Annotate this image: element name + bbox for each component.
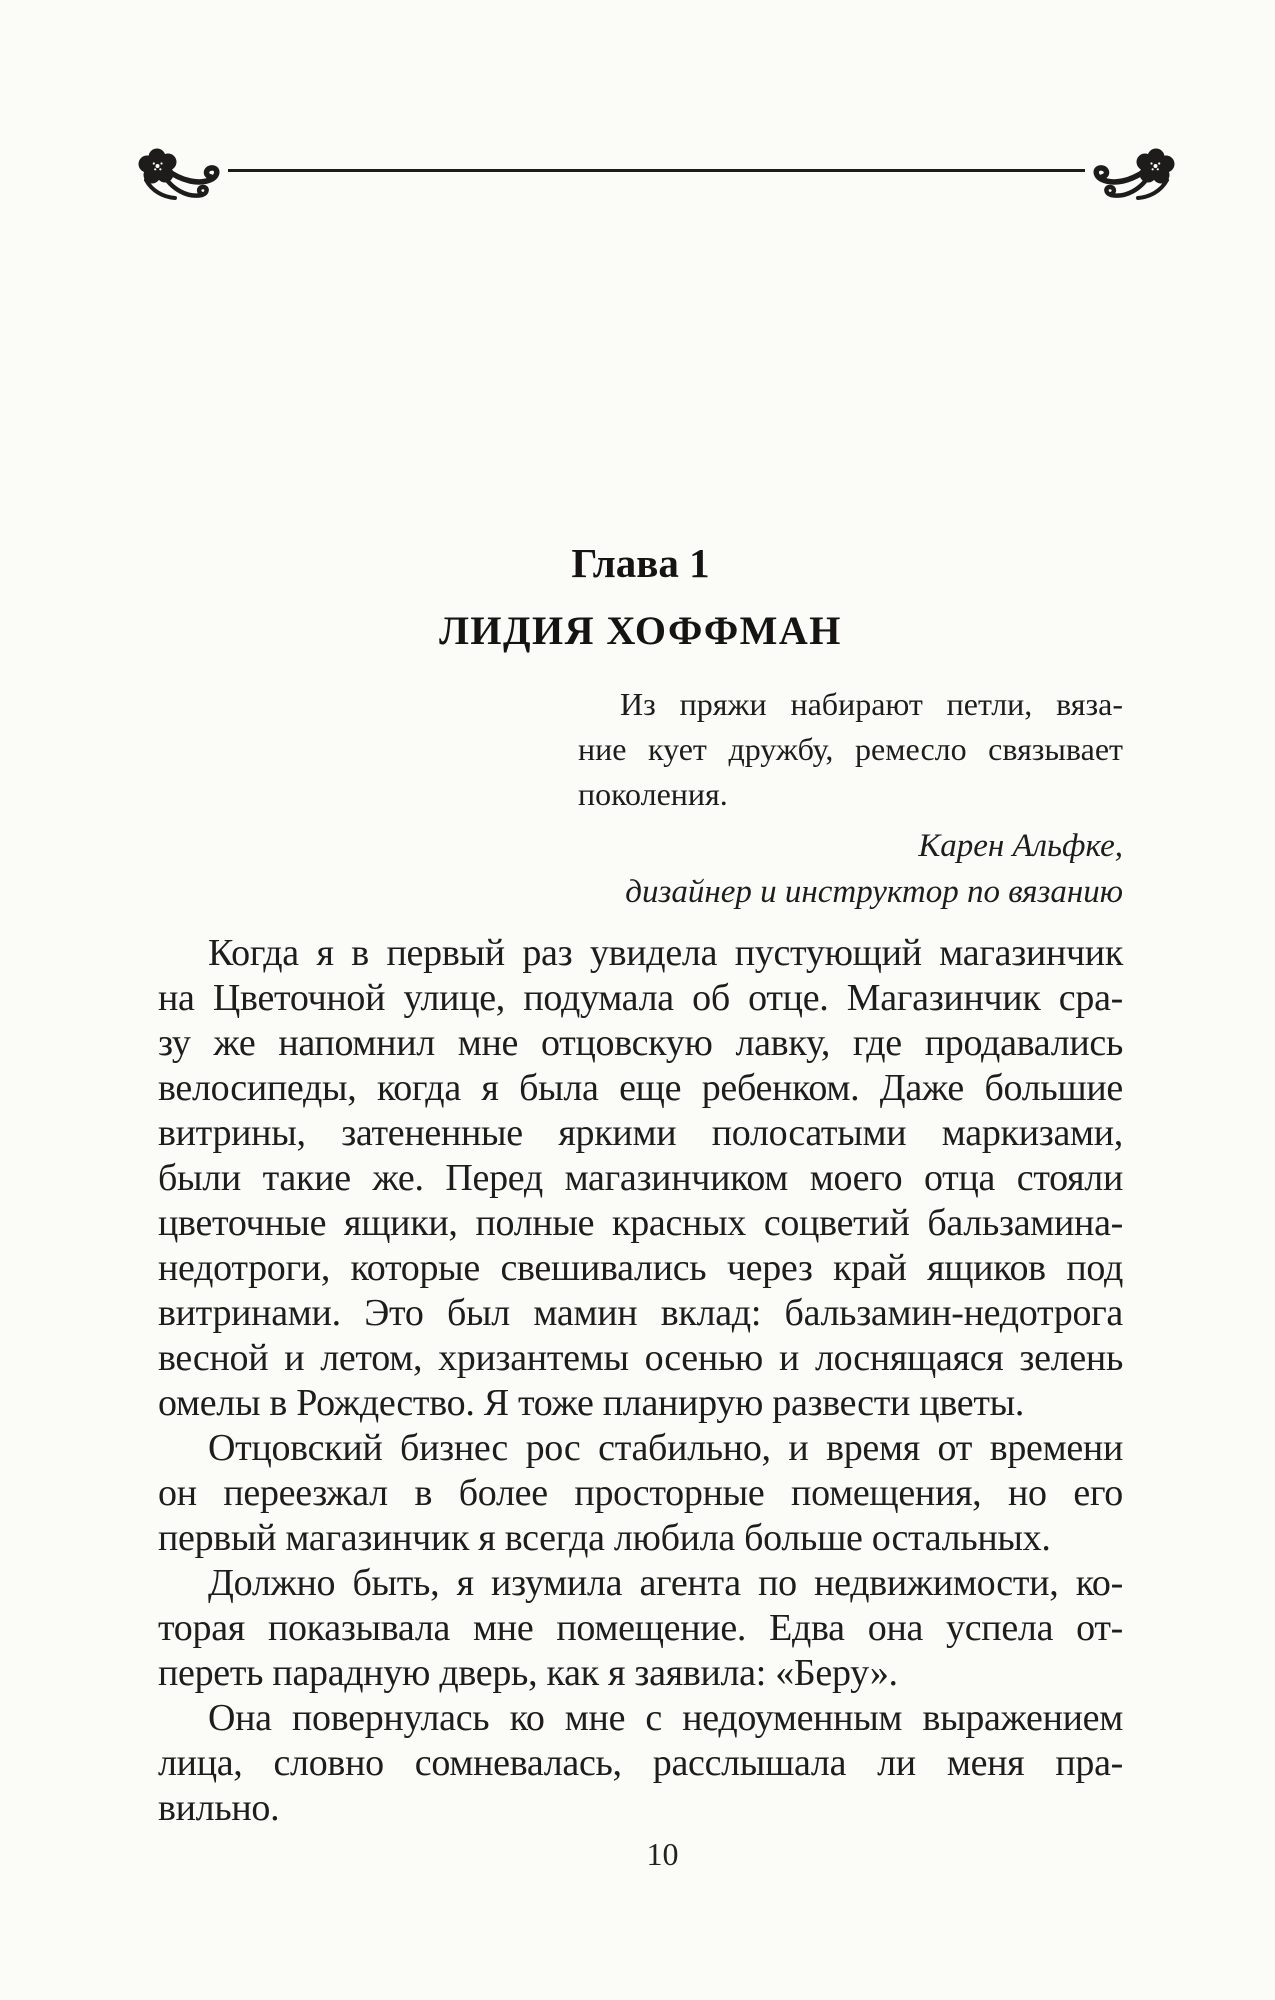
body-text-line: были такие же. Перед магазинчиком моего отца стояли	[158, 1157, 1123, 1199]
body-text-line: вильно.	[158, 1787, 280, 1829]
body-text-line: первый магазинчик я всегда любила больше остальных.	[158, 1517, 1051, 1559]
epigraph-attribution	[563, 823, 1123, 915]
body-text-line: Отцовский бизнес рос стабильно, и время от времени	[208, 1427, 1123, 1469]
epigraph-attribution-line: дизайнер и инструктор по вязанию	[625, 874, 1123, 910]
body-text-line: зу же напомнил мне отцовскую лавку, где продавались	[158, 1022, 1123, 1064]
page-number: 10	[646, 1836, 679, 1872]
body-text	[158, 931, 1123, 1831]
body-text-line: омелы в Рождество. Я тоже планирую развести цветы.	[158, 1382, 1025, 1424]
floral-ornament-left-icon	[136, 142, 228, 204]
body-text-line: на Цветочной улице, подумала об отце. Магазинчик сра-	[158, 977, 1123, 1019]
chapter-subtitle: ЛИДИЯ ХОФФМАН	[439, 608, 842, 653]
body-text-line: витрины, затененные яркими полосатыми маркизами,	[158, 1112, 1123, 1154]
epigraph-line: Из пряжи набирают петли, вяза-	[620, 686, 1123, 722]
body-text-line: велосипеды, когда я была еще ребенком. Даже большие	[158, 1067, 1123, 1109]
epigraph-line: поколения.	[578, 776, 728, 812]
body-text-line: цветочные ящики, полные красных соцветий бальзамина-	[158, 1202, 1123, 1244]
body-text-line: Она повернулась ко мне с недоуменным выражением	[208, 1697, 1123, 1739]
text-column	[158, 538, 1123, 1831]
body-text-line: весной и летом, хризантемы осенью и лоснящаяся зелень	[158, 1337, 1123, 1379]
body-text-line: он переезжал в более просторные помещения, но его	[158, 1472, 1123, 1514]
body-text-line: недотроги, которые свешивались через край ящиков под	[158, 1247, 1123, 1289]
body-paragraph	[158, 931, 1123, 1426]
epigraph-attribution-line: Карен Альфке,	[918, 828, 1123, 864]
body-text-line: витринами. Это был мамин вклад: бальзамин-недотрога	[158, 1292, 1123, 1334]
body-text-line: лица, словно сомневалась, расслышала ли меня пра-	[158, 1742, 1123, 1784]
body-paragraph	[158, 1561, 1123, 1696]
body-text-line: переть парадную дверь, как я заявила: «Беру».	[158, 1652, 898, 1694]
epigraph-line: ние кует дружбу, ремесло связывает	[578, 731, 1123, 767]
page-number-row	[0, 1836, 1275, 1873]
body-paragraph	[158, 1426, 1123, 1561]
body-text-line: Когда я в первый раз увидела пустующий магазинчик	[208, 932, 1123, 974]
body-paragraph	[158, 1696, 1123, 1831]
body-text-line: Должно быть, я изумила агента по недвижимости, ко-	[208, 1562, 1123, 1604]
chapter-title: Глава 1	[571, 540, 710, 586]
chapter-header-ornament	[136, 142, 1177, 204]
epigraph	[578, 682, 1123, 817]
body-text-line: торая показывала мне помещение. Едва она успела от-	[158, 1607, 1123, 1649]
header-rule	[228, 169, 1085, 172]
floral-ornament-right-icon	[1085, 142, 1177, 204]
